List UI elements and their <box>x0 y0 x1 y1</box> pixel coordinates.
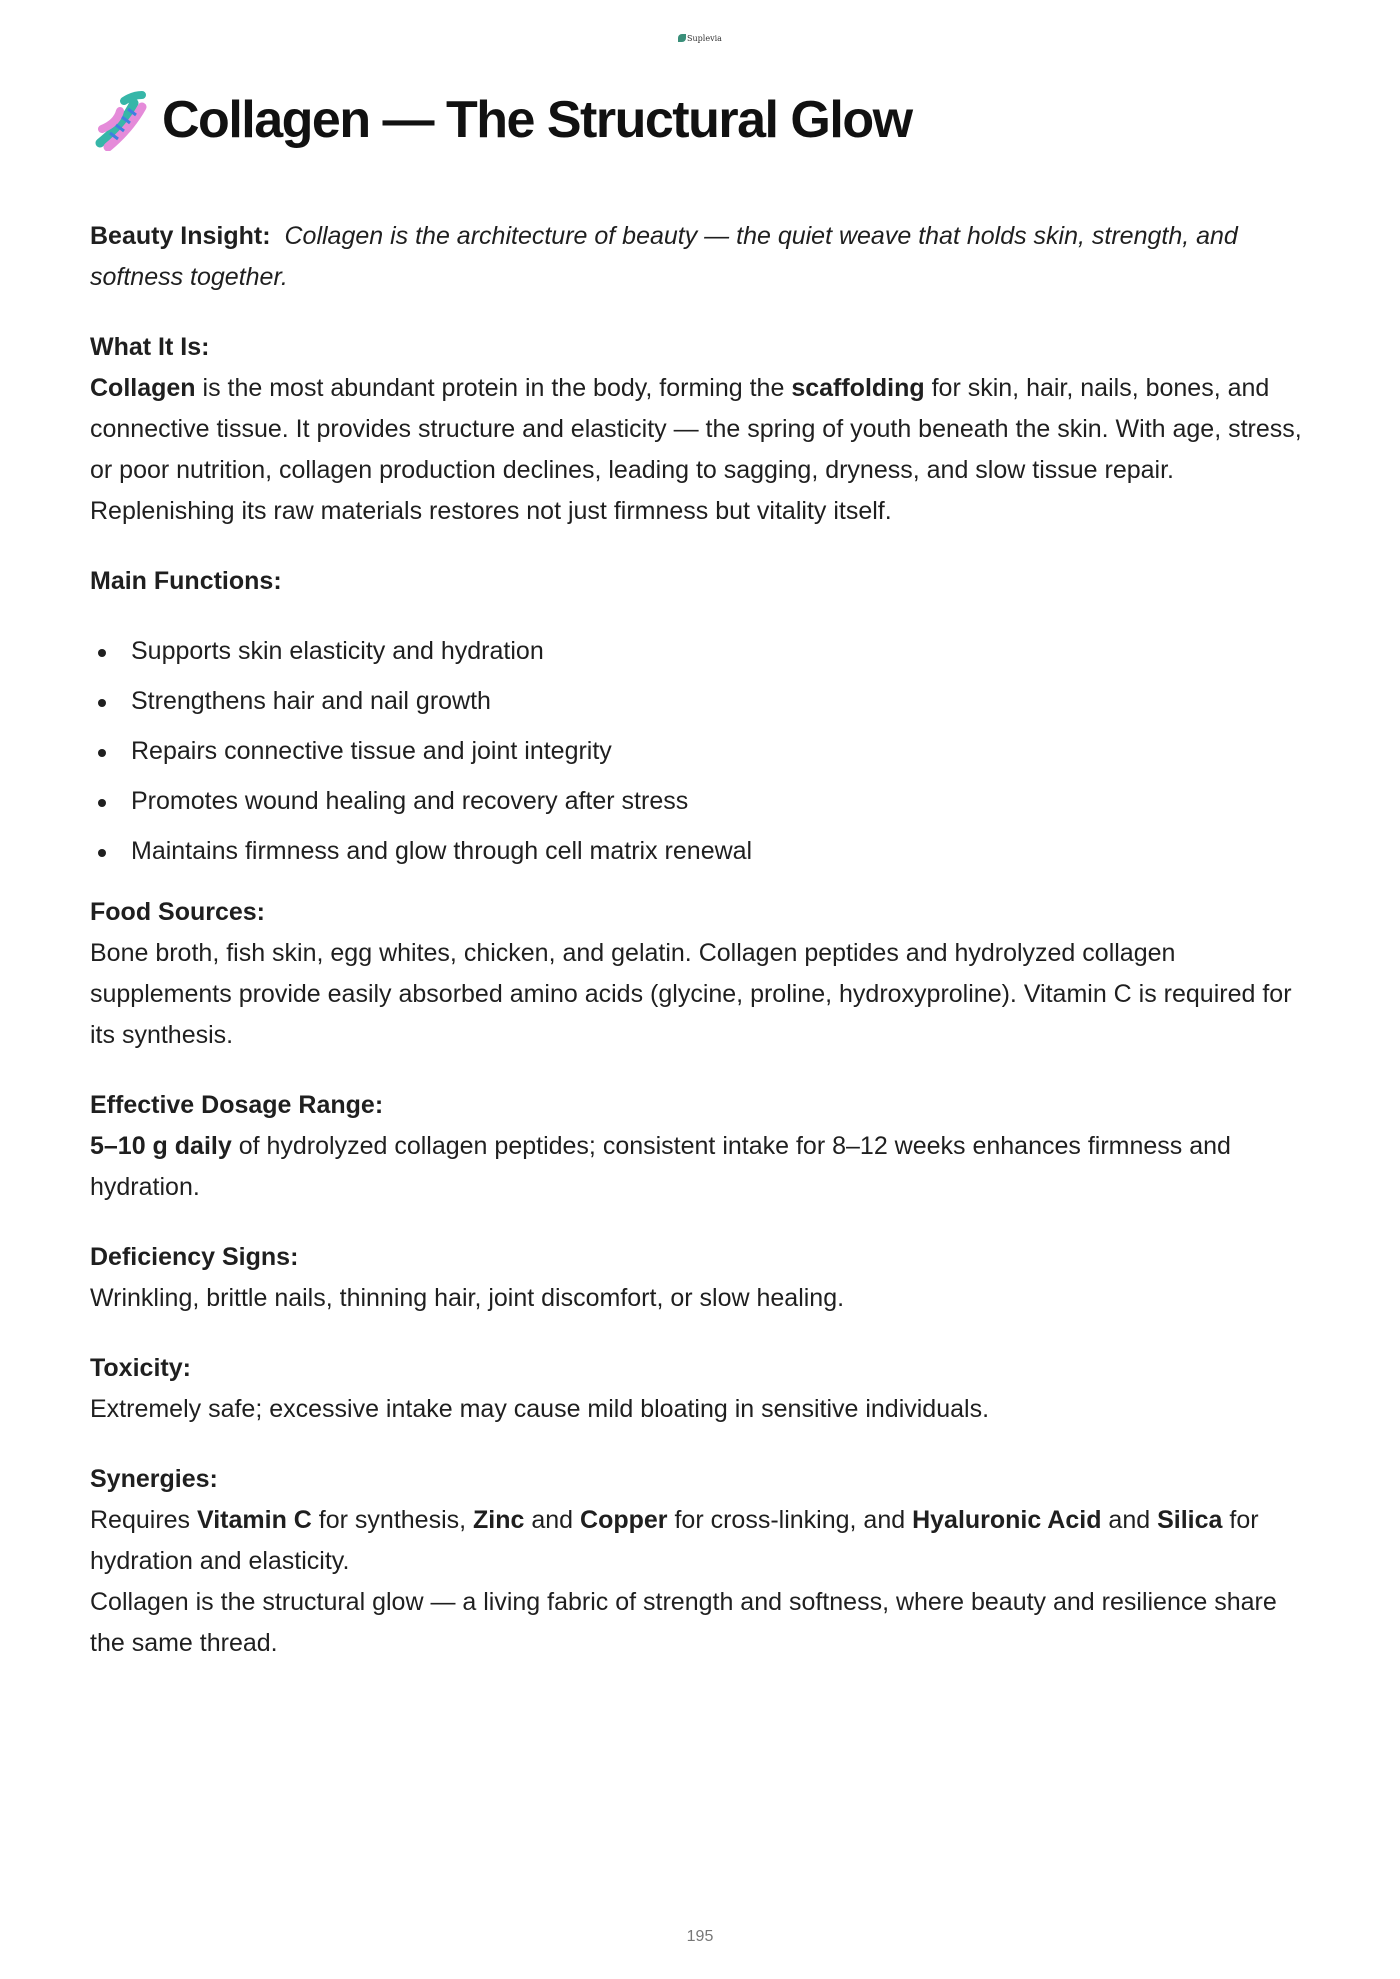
food-sources-text: Bone broth, fish skin, egg whites, chicken, and gelatin. Collagen peptides and hydrolyzed collagen supplements provide easily absorbed amino acids (glycine, proline, hydroxyproline). Vitamin C is required for its synthesis. <box>90 939 1292 1049</box>
synergy-hyaluronic-acid: Hyaluronic Acid <box>912 1506 1102 1534</box>
page-number: 195 <box>686 1928 714 1945</box>
synergies-text: and <box>1101 1506 1158 1534</box>
dosage-label: Effective Dosage Range: <box>90 1091 384 1119</box>
toxicity-label: Toxicity: <box>90 1354 191 1382</box>
beauty-insight <box>90 216 1315 298</box>
synergies-text: and <box>524 1506 581 1534</box>
synergies-section <box>90 1459 1315 1582</box>
food-sources-section <box>90 892 1315 1056</box>
list-item: Promotes wound healing and recovery after stress <box>90 781 1315 822</box>
deficiency-label: Deficiency Signs: <box>90 1243 299 1271</box>
deficiency-text: Wrinkling, brittle nails, thinning hair, joint discomfort, or slow healing. <box>90 1284 845 1312</box>
synergy-vitamin-c: Vitamin C <box>197 1506 312 1534</box>
synergy-zinc: Zinc <box>473 1506 525 1534</box>
synergies-text: for hydration and elasticity. <box>90 1506 1259 1575</box>
list-item: Repairs connective tissue and joint integrity <box>90 731 1315 772</box>
main-functions-list <box>90 631 1315 872</box>
main-content <box>90 84 1315 1664</box>
synergy-silica: Silica <box>1157 1506 1223 1534</box>
page-title: Collagen — The Structural Glow <box>162 91 912 149</box>
what-it-is-bold-mid: scaffolding <box>791 374 925 402</box>
what-it-is-bold-start: Collagen <box>90 374 196 402</box>
deficiency-section <box>90 1237 1315 1319</box>
dna-icon <box>90 89 150 151</box>
list-item: Strengthens hair and nail growth <box>90 681 1315 722</box>
what-it-is-text-1: is the most abundant protein in the body, forming the <box>195 374 792 402</box>
dosage-bold: 5–10 g daily <box>90 1132 232 1160</box>
synergies-label: Synergies: <box>90 1465 218 1493</box>
beauty-insight-label: Beauty Insight: <box>90 222 271 250</box>
dosage-text: of hydrolyzed collagen peptides; consistent intake for 8–12 weeks enhances firmness and hydration. <box>90 1132 1231 1201</box>
list-item: Maintains firmness and glow through cell matrix renewal <box>90 831 1315 872</box>
food-sources-label: Food Sources: <box>90 898 266 926</box>
synergies-text: for synthesis, <box>311 1506 474 1534</box>
dosage-section <box>90 1085 1315 1208</box>
synergies-text: for cross-linking, and <box>667 1506 913 1534</box>
page-title-row <box>90 84 1315 156</box>
what-it-is-label: What It Is: <box>90 333 210 361</box>
what-it-is-text-2: for skin, hair, nails, bones, and connective tissue. It provides structure and elasticity — the spring of youth beneath the skin. With age, stress, or poor nutrition, collagen production declines, leading to sagging, dryness, and slow tissue repair. Replenishing its raw materials restores not just firmness but vitality itself. <box>90 374 1302 525</box>
what-it-is-section <box>90 327 1315 532</box>
main-functions-label: Main Functions: <box>90 567 282 595</box>
toxicity-text: Extremely safe; excessive intake may cause mild bloating in sensitive individuals. <box>90 1395 990 1423</box>
synergy-copper: Copper <box>580 1506 668 1534</box>
brand-logo <box>0 34 1400 43</box>
beauty-insight-text: Collagen is the architecture of beauty — the quiet weave that holds skin, strength, and softness together. <box>90 222 1238 291</box>
closing-statement: Collagen is the structural glow — a living fabric of strength and softness, where beauty and resilience share the same thread. <box>90 1588 1277 1657</box>
leaf-icon <box>678 34 686 42</box>
list-item: Supports skin elasticity and hydration <box>90 631 1315 672</box>
brand-logo-text: Suplevia <box>687 34 722 43</box>
synergies-text: Requires <box>90 1506 197 1534</box>
toxicity-section <box>90 1348 1315 1430</box>
